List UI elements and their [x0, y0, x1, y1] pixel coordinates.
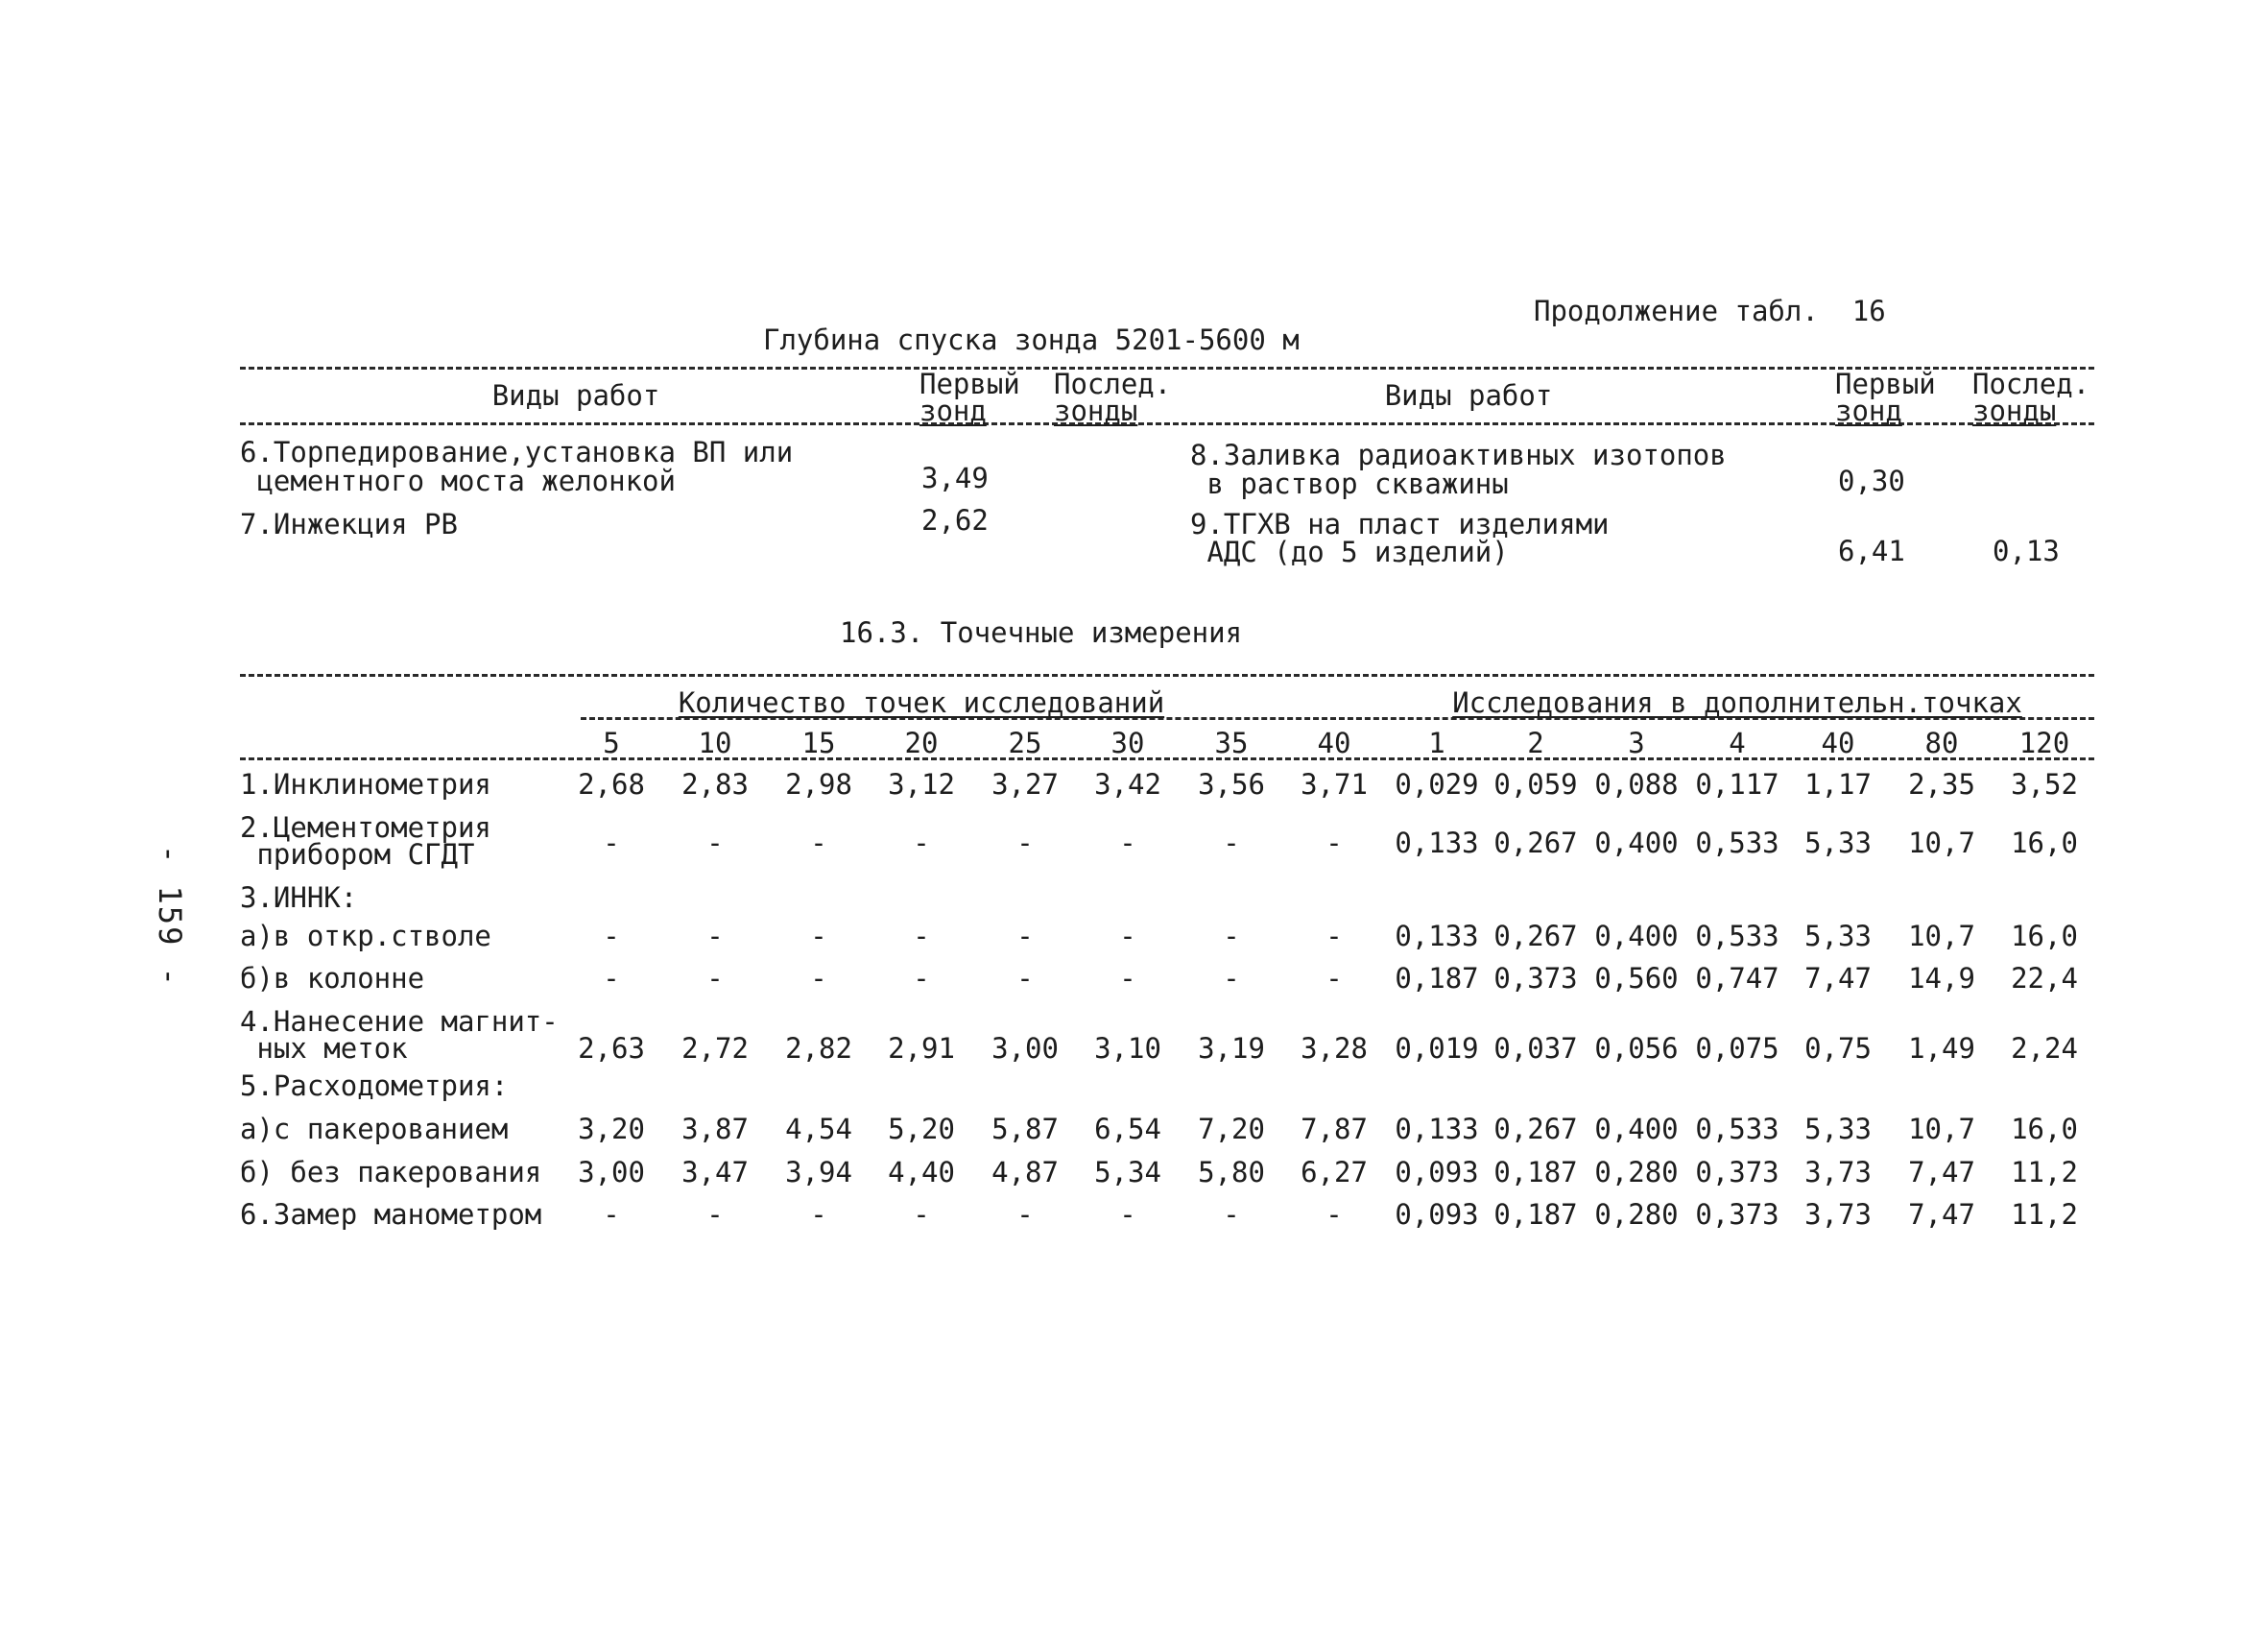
- lower-group-count: Количество точек исследований: [678, 686, 1165, 719]
- row-label: 4.Нанесение магнит-: [240, 1005, 559, 1038]
- table-cell: 2,83: [681, 768, 749, 801]
- table-cell: -: [1325, 1198, 1343, 1231]
- upper-row-9-line2: АДС (до 5 изделий): [1190, 536, 1509, 568]
- table-cell: 0,187: [1395, 962, 1479, 995]
- lower-header-rule: [240, 757, 2094, 760]
- table-cell: -: [810, 920, 827, 952]
- table-cell: 1,17: [1804, 768, 1872, 801]
- table-cell: -: [706, 827, 724, 859]
- upper-header-first-left-1: Первый: [919, 368, 1020, 400]
- table-cell: -: [603, 920, 620, 952]
- table-cell: 16,0: [2011, 920, 2078, 952]
- table-cell: 5,34: [1094, 1156, 1161, 1188]
- upper-header-work-types-left: Виды работ: [491, 379, 660, 412]
- table-cell: 3,00: [991, 1032, 1059, 1065]
- table-cell: 5,87: [991, 1113, 1059, 1145]
- table-cell: 0,373: [1493, 962, 1578, 995]
- table-cell: 10,7: [1908, 920, 1975, 952]
- table-cell: 4,87: [991, 1156, 1059, 1188]
- table-cell: 0,373: [1695, 1198, 1779, 1231]
- table-cell: -: [913, 920, 930, 952]
- upper-header-work-types-right: Виды работ: [1384, 379, 1553, 412]
- column-header: 4: [1729, 727, 1746, 759]
- table-cell: -: [913, 1198, 930, 1231]
- table-cell: 14,9: [1908, 962, 1975, 995]
- table-cell: 0,280: [1594, 1198, 1679, 1231]
- table-cell: 0,059: [1493, 768, 1578, 801]
- table-cell: 3,52: [2011, 768, 2078, 801]
- column-header: 25: [1008, 727, 1042, 759]
- table-cell: 0,056: [1594, 1032, 1679, 1065]
- table-cell: 11,2: [2011, 1198, 2078, 1231]
- row-label: 2.Цементометрия: [240, 811, 491, 844]
- row-label-continued: прибором СГДТ: [240, 838, 475, 871]
- upper-row-6-line1: 6.Торпедирование,установка ВП или: [240, 436, 794, 468]
- table-cell: -: [1016, 827, 1034, 859]
- table-cell: 0,267: [1493, 827, 1578, 859]
- table-cell: -: [1325, 962, 1343, 995]
- table-cell: -: [706, 920, 724, 952]
- depth-caption: Глубина спуска зонда 5201-5600 м: [763, 324, 1300, 356]
- column-header: 40: [1317, 727, 1351, 759]
- table-cell: 5,20: [888, 1113, 955, 1145]
- lower-group-additional: Исследования в дополнительн.точках: [1452, 686, 2022, 719]
- table-cell: 0,093: [1395, 1156, 1479, 1188]
- table-cell: 7,47: [1908, 1198, 1975, 1231]
- upper-row-8-line2: в раствор скважины: [1190, 468, 1509, 500]
- table-cell: 16,0: [2011, 1113, 2078, 1145]
- table-cell: -: [603, 827, 620, 859]
- table-cell: 4,40: [888, 1156, 955, 1188]
- table-cell: 0,093: [1395, 1198, 1479, 1231]
- table-cell: 3,42: [1094, 768, 1161, 801]
- table-cell: -: [1119, 827, 1136, 859]
- page-number: - 159 -: [152, 845, 188, 988]
- table-cell: 22,4: [2011, 962, 2078, 995]
- table-cell: 0,117: [1695, 768, 1779, 801]
- table-cell: -: [810, 827, 827, 859]
- upper-row-6-first: 3,49: [921, 462, 989, 494]
- table-cell: 0,400: [1594, 827, 1679, 859]
- column-header: 35: [1214, 727, 1249, 759]
- row-label: б) без пакерования: [240, 1156, 542, 1188]
- table-cell: 11,2: [2011, 1156, 2078, 1188]
- row-label: 5.Расходометрия:: [240, 1069, 509, 1102]
- column-header: 1: [1428, 727, 1445, 759]
- table-cell: -: [913, 962, 930, 995]
- table-cell: 0,533: [1695, 1113, 1779, 1145]
- upper-row-8-first: 0,30: [1838, 465, 1905, 497]
- row-label: 6.Замер манометром: [240, 1198, 542, 1231]
- section-title: 16.3. Точечные измерения: [840, 616, 1243, 649]
- table-cell: -: [1016, 920, 1034, 952]
- table-cell: 0,133: [1395, 1113, 1479, 1145]
- upper-header-first-right-1: Первый: [1835, 368, 1936, 400]
- row-label: 1.Инклинометрия: [240, 768, 491, 801]
- table-cell: 0,133: [1395, 920, 1479, 952]
- table-cell: 0,019: [1395, 1032, 1479, 1065]
- column-header: 2: [1527, 727, 1544, 759]
- table-cell: -: [1119, 1198, 1136, 1231]
- table-cell: 2,63: [578, 1032, 645, 1065]
- upper-row-9-last: 0,13: [1993, 535, 2060, 567]
- table-cell: 7,47: [1908, 1156, 1975, 1188]
- table-cell: 5,80: [1198, 1156, 1265, 1188]
- table-cell: 0,280: [1594, 1156, 1679, 1188]
- upper-row-7-first: 2,62: [921, 504, 989, 537]
- table-cell: -: [603, 1198, 620, 1231]
- table-cell: 0,400: [1594, 920, 1679, 952]
- column-header: 40: [1821, 727, 1855, 759]
- upper-header-last-right-1: Послед.: [1972, 368, 2090, 400]
- column-header: 5: [603, 727, 620, 759]
- upper-row-8-line1: 8.Заливка радиоактивных изотопов: [1190, 439, 1727, 471]
- table-cell: 2,68: [578, 768, 645, 801]
- table-cell: 0,267: [1493, 920, 1578, 952]
- row-label: б)в колонне: [240, 962, 425, 995]
- row-label: а)с пакерованием: [240, 1113, 509, 1145]
- table-cell: 2,72: [681, 1032, 749, 1065]
- table-cell: 1,49: [1908, 1032, 1975, 1065]
- table-cell: 3,47: [681, 1156, 749, 1188]
- column-header: 20: [904, 727, 939, 759]
- table-cell: 0,373: [1695, 1156, 1779, 1188]
- table-cell: -: [1016, 962, 1034, 995]
- table-cell: 10,7: [1908, 827, 1975, 859]
- table-cell: 5,33: [1804, 827, 1872, 859]
- table-cell: -: [913, 827, 930, 859]
- table-cell: 7,20: [1198, 1113, 1265, 1145]
- table-cell: 3,71: [1301, 768, 1368, 801]
- table-cell: 3,56: [1198, 768, 1265, 801]
- row-label: а)в откр.стволе: [240, 920, 491, 952]
- table-cell: 0,133: [1395, 827, 1479, 859]
- table-cell: -: [1325, 920, 1343, 952]
- table-cell: -: [1016, 1198, 1034, 1231]
- upper-row-7-line1: 7.Инжекция РВ: [240, 508, 458, 540]
- table-cell: -: [810, 962, 827, 995]
- table-cell: -: [603, 962, 620, 995]
- table-cell: 0,029: [1395, 768, 1479, 801]
- table-cell: 3,94: [785, 1156, 852, 1188]
- table-cell: -: [1223, 920, 1240, 952]
- column-header: 15: [801, 727, 836, 759]
- table-cell: 3,73: [1804, 1198, 1872, 1231]
- table-cell: 6,54: [1094, 1113, 1161, 1145]
- column-header: 120: [2018, 727, 2070, 759]
- table-cell: 0,747: [1695, 962, 1779, 995]
- table-cell: 4,54: [785, 1113, 852, 1145]
- table-cell: 0,560: [1594, 962, 1679, 995]
- table-cell: 5,33: [1804, 1113, 1872, 1145]
- table-cell: -: [1119, 962, 1136, 995]
- table-cell: 2,82: [785, 1032, 852, 1065]
- table-cell: -: [810, 1198, 827, 1231]
- table-cell: 3,12: [888, 768, 955, 801]
- table-cell: 0,187: [1493, 1156, 1578, 1188]
- table-cell: 0,400: [1594, 1113, 1679, 1145]
- table-cell: 6,27: [1301, 1156, 1368, 1188]
- column-header: 10: [698, 727, 732, 759]
- table-cell: 0,088: [1594, 768, 1679, 801]
- upper-row-6-line2: цементного моста желонкой: [240, 465, 676, 497]
- table-cell: -: [706, 962, 724, 995]
- upper-header-first-right-2: зонд: [1835, 395, 1902, 427]
- column-header: 3: [1628, 727, 1645, 759]
- table-cell: 16,0: [2011, 827, 2078, 859]
- table-cell: 3,20: [578, 1113, 645, 1145]
- table-cell: 7,47: [1804, 962, 1872, 995]
- column-header: 30: [1110, 727, 1145, 759]
- table-cell: -: [1119, 920, 1136, 952]
- table-cell: -: [706, 1198, 724, 1231]
- row-label-continued: ных меток: [240, 1032, 408, 1065]
- table-cell: 0,075: [1695, 1032, 1779, 1065]
- table-cell: 0,533: [1695, 920, 1779, 952]
- table-cell: -: [1223, 962, 1240, 995]
- upper-header-first-left-2: зонд: [919, 395, 987, 427]
- table-cell: 2,24: [2011, 1032, 2078, 1065]
- table-cell: 3,73: [1804, 1156, 1872, 1188]
- upper-header-last-left-2: зонды: [1054, 395, 1138, 427]
- column-header: 80: [1924, 727, 1959, 759]
- continuation-label: Продолжение табл. 16: [1534, 295, 1886, 327]
- upper-row-9-first: 6,41: [1838, 535, 1905, 567]
- lower-top-rule: [240, 674, 2094, 677]
- table-cell: 0,533: [1695, 827, 1779, 859]
- table-cell: 3,10: [1094, 1032, 1161, 1065]
- table-cell: 0,267: [1493, 1113, 1578, 1145]
- table-cell: 2,35: [1908, 768, 1975, 801]
- table-cell: 3,19: [1198, 1032, 1265, 1065]
- table-cell: -: [1223, 1198, 1240, 1231]
- table-cell: 3,27: [991, 768, 1059, 801]
- upper-header-last-left-1: Послед.: [1054, 368, 1172, 400]
- table-cell: 2,91: [888, 1032, 955, 1065]
- table-cell: -: [1223, 827, 1240, 859]
- upper-header-last-right-2: зонды: [1972, 395, 2057, 427]
- table-cell: 3,00: [578, 1156, 645, 1188]
- upper-header-rule: [240, 422, 2094, 425]
- table-cell: 2,98: [785, 768, 852, 801]
- upper-row-9-line1: 9.ТГХВ на пласт изделиями: [1190, 508, 1610, 540]
- table-cell: 0,75: [1804, 1032, 1872, 1065]
- table-cell: 0,187: [1493, 1198, 1578, 1231]
- table-cell: -: [1325, 827, 1343, 859]
- table-cell: 0,037: [1493, 1032, 1578, 1065]
- table-cell: 3,28: [1301, 1032, 1368, 1065]
- table-cell: 7,87: [1301, 1113, 1368, 1145]
- table-cell: 3,87: [681, 1113, 749, 1145]
- table-cell: 10,7: [1908, 1113, 1975, 1145]
- table-cell: 5,33: [1804, 920, 1872, 952]
- row-label: 3.ИННК:: [240, 881, 358, 914]
